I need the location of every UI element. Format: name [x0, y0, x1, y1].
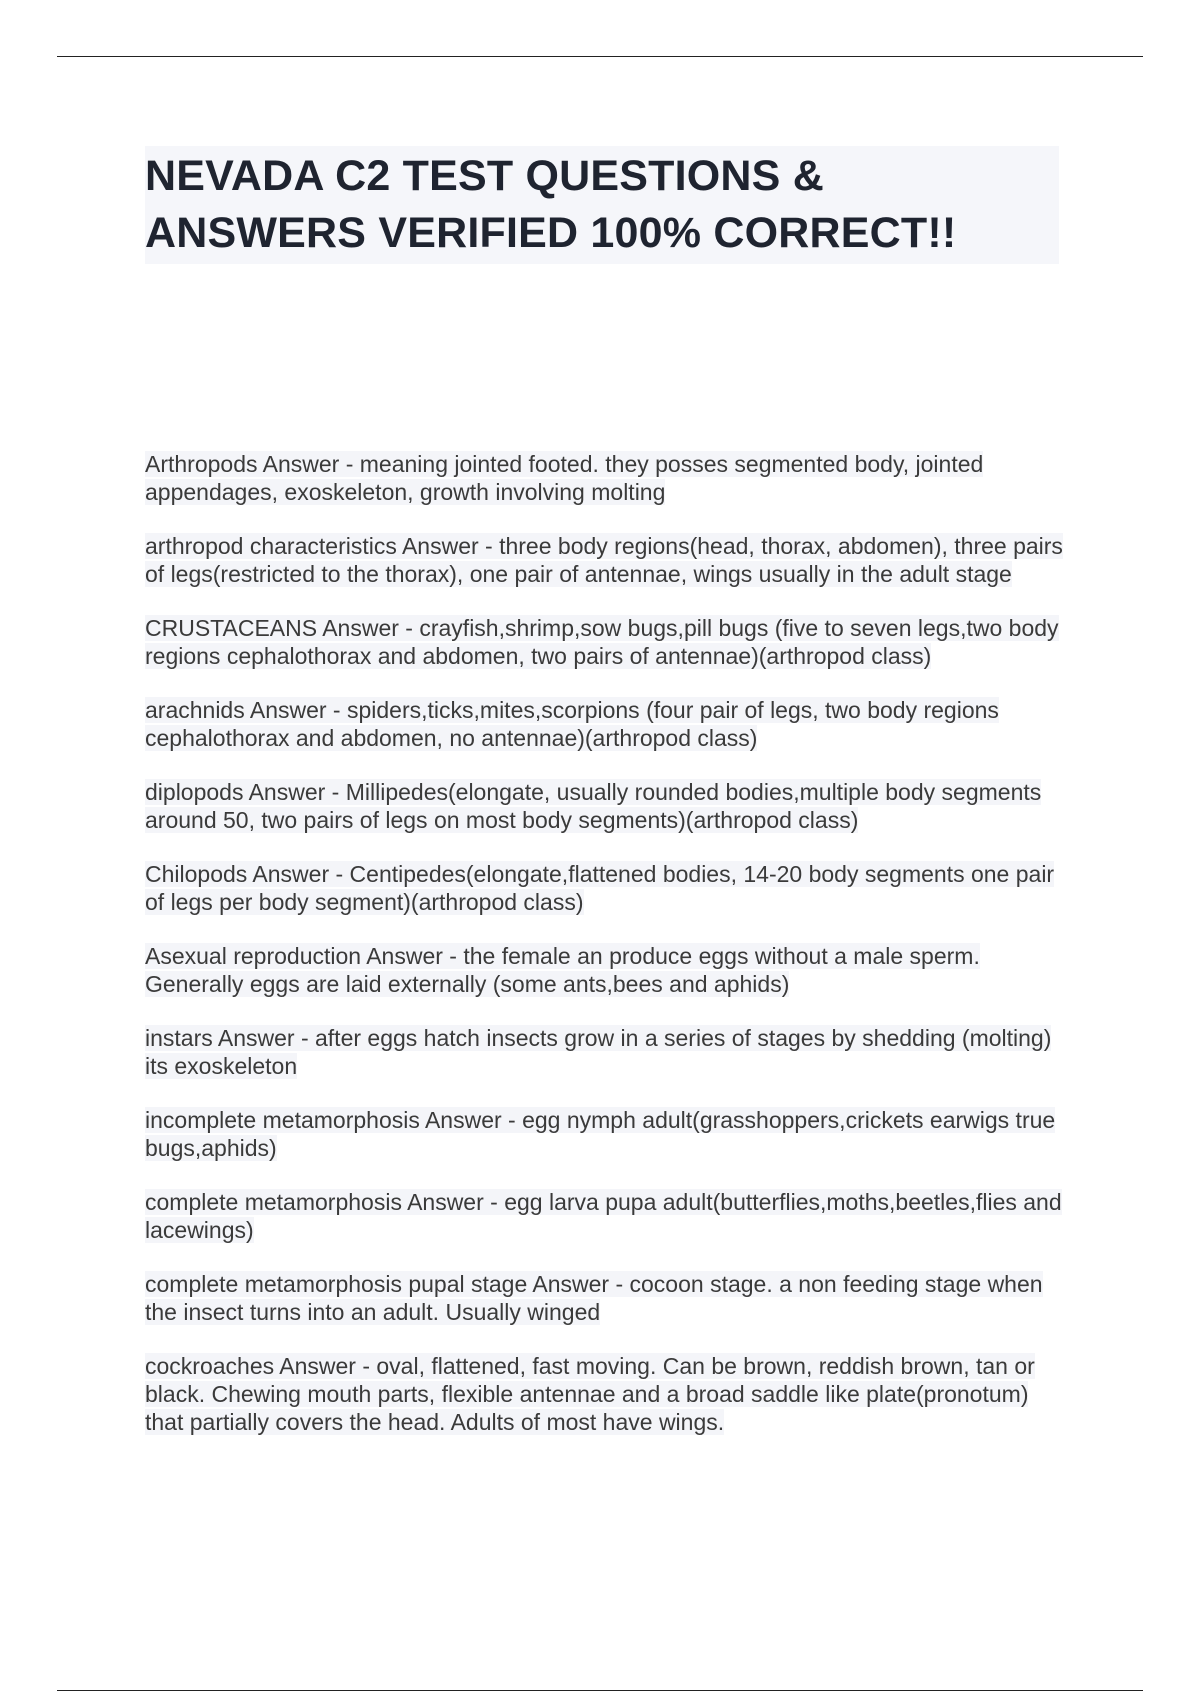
qa-item-text: diplopods Answer - Millipedes(elongate, usually rounded bodies,multiple body segments around 50, two pairs of legs on most body segments)(arthropod class) — [145, 779, 1042, 833]
qa-item-text: arachnids Answer - spiders,ticks,mites,scorpions (four pair of legs, two body regions cephalothorax and abdomen, no antennae)(arthropod class) — [145, 697, 999, 751]
qa-item-incomplete-metamorphosis — [145, 1106, 1065, 1162]
qa-item-text: incomplete metamorphosis Answer - egg nymph adult(grasshoppers,crickets earwigs true bugs,aphids) — [145, 1107, 1056, 1161]
qa-item-chilopods — [145, 860, 1065, 916]
qa-item-text: CRUSTACEANS Answer - crayfish,shrimp,sow bugs,pill bugs (five to seven legs,two body regions cephalothorax and abdomen, two pairs of antennae)(arthropod class) — [145, 615, 1059, 669]
qa-item-arachnids — [145, 696, 1065, 752]
qa-item-arthropods — [145, 450, 1065, 506]
qa-item-text: instars Answer - after eggs hatch insects grow in a series of stages by shedding (molting) its exoskeleton — [145, 1025, 1052, 1079]
qa-item-text: complete metamorphosis pupal stage Answer - cocoon stage. a non feeding stage when the insect turns into an adult. Usually winged — [145, 1271, 1043, 1325]
qa-item-asexual-reproduction — [145, 942, 1065, 998]
qa-item-text: complete metamorphosis Answer - egg larva pupa adult(butterflies,moths,beetles,flies and lacewings) — [145, 1189, 1062, 1243]
qa-item-complete-metamorphosis — [145, 1188, 1065, 1244]
qa-item-text: Asexual reproduction Answer - the female an produce eggs without a male sperm. Generally eggs are laid externally (some ants,bees and aphids) — [145, 943, 980, 997]
qa-item-text: arthropod characteristics Answer - three body regions(head, thorax, abdomen), three pairs of legs(restricted to the thorax), one pair of antennae, wings usually in the adult stage — [145, 533, 1063, 587]
qa-item-diplopods — [145, 778, 1065, 834]
qa-list — [145, 450, 1065, 1462]
qa-item-cockroaches — [145, 1352, 1065, 1436]
top-divider — [57, 56, 1143, 57]
qa-item-pupal-stage — [145, 1270, 1065, 1326]
qa-item-arthropod-characteristics — [145, 532, 1065, 588]
document-title: NEVADA C2 TEST QUESTIONS & ANSWERS VERIFIED 100% CORRECT!! — [145, 146, 1059, 264]
qa-item-text: cockroaches Answer - oval, flattened, fast moving. Can be brown, reddish brown, tan or black. Chewing mouth parts, flexible antennae and a broad saddle like plate(pronotum) that partially covers the head. Adults of most have wings. — [145, 1353, 1035, 1435]
bottom-divider — [57, 1690, 1143, 1691]
qa-item-text: Chilopods Answer - Centipedes(elongate,flattened bodies, 14-20 body segments one pair of legs per body segment)(arthropod class) — [145, 861, 1055, 915]
qa-item-instars — [145, 1024, 1065, 1080]
qa-item-crustaceans — [145, 614, 1065, 670]
qa-item-text: Arthropods Answer - meaning jointed footed. they posses segmented body, jointed appendages, exoskeleton, growth involving molting — [145, 451, 984, 505]
